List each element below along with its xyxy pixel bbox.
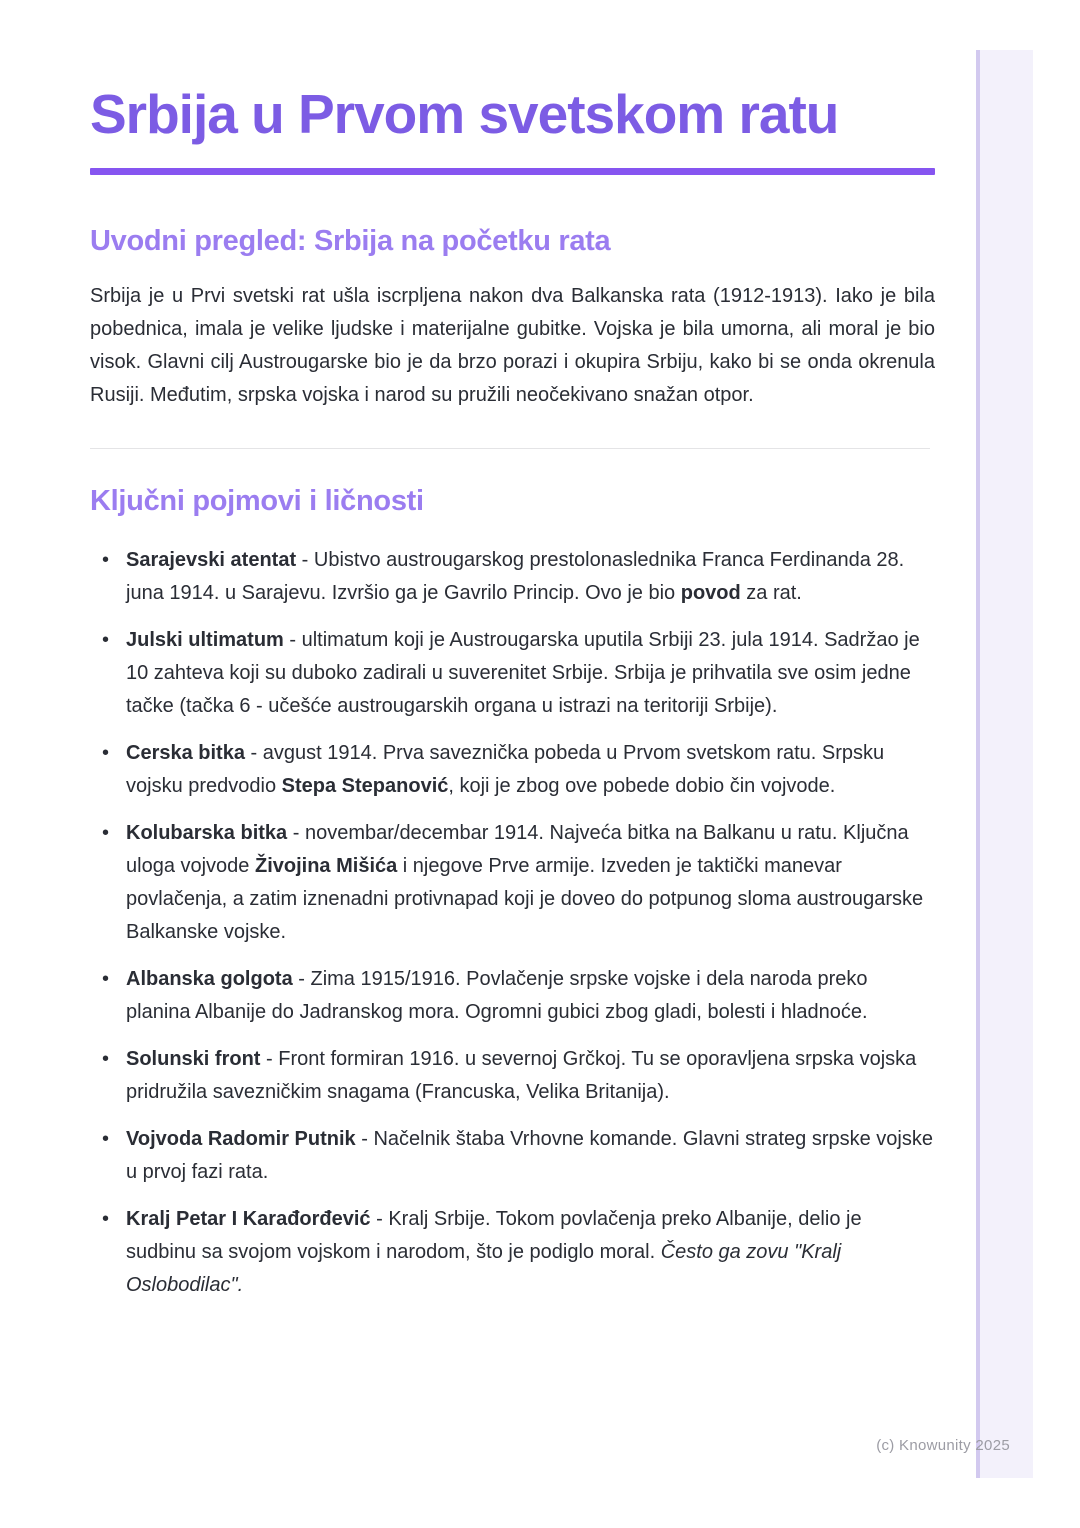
text-run: Albanska golgota — [126, 967, 293, 990]
text-run: povod — [680, 581, 741, 604]
text-run: , koji je zbog ove pobede dobio čin vojvode. — [448, 774, 836, 797]
list-item — [90, 1043, 935, 1109]
text-run: - avgust 1914. Prva saveznička pobeda u Prvom svetskom ratu. Srpsku vojsku predvodio — [126, 741, 885, 797]
text-run: za rat. — [740, 581, 802, 604]
section-heading-key-terms: Ključni pojmovi i ličnosti — [90, 484, 424, 517]
list-item — [90, 544, 935, 610]
copyright-watermark: (c) Knowunity 2025 — [876, 1437, 1010, 1454]
list-item — [90, 1123, 935, 1189]
text-run: - novembar/decembar 1914. Najveća bitka na Balkanu u ratu. Ključna uloga vojvode — [126, 821, 909, 877]
list-item — [90, 817, 935, 949]
text-run: Julski ultimatum — [126, 628, 284, 651]
section-heading-intro: Uvodni pregled: Srbija na početku rata — [90, 224, 611, 257]
text-run: i njegove Prve armije. Izveden je taktički manevar povlačenja, a zatim iznenadni protivnapad koji je doveo do potpunog sloma austrougarske Balkanske vojske. — [126, 854, 924, 943]
page-margin-strip — [976, 50, 1033, 1478]
text-run: Solunski front — [126, 1047, 261, 1070]
text-run: - Ubistvo austrougarskog prestolonaslednika Franca Ferdinanda 28. juna 1914. u Sarajevu. Izvršio ga je Gavrilo Princip. Ovo je bio — [126, 548, 905, 604]
title-underline — [90, 168, 935, 175]
text-run: Sarajevski atentat — [126, 548, 297, 571]
text-run: - ultimatum koji je Austrougarska uputila Srbiji 23. jula 1914. Sadržao je 10 zahteva koji su duboko zadirali u suverenitet Srbije. Srbija je prihvatila sve osim jedne tačke (tačka 6 - učešće austrougarskih organa u istrazi na teritoriji Srbije). — [126, 628, 920, 717]
key-terms-list — [90, 544, 935, 1302]
text-run: Kralj Petar I Karađorđević — [126, 1207, 371, 1230]
text-run: Cerska bitka — [126, 741, 245, 764]
page-title: Srbija u Prvom svetskom ratu — [90, 83, 839, 145]
text-run: - Zima 1915/1916. Povlačenje srpske vojske i dela naroda preko planina Albanije do Jadranskog mora. Ogromni gubici zbog gladi, bolesti i hladnoće. — [126, 967, 868, 1023]
text-run: - Načelnik štaba Vrhovne komande. Glavni strateg srpske vojske u prvoj fazi rata. — [126, 1127, 933, 1183]
text-run: - Kralj Srbije. Tokom povlačenja preko Albanije, delio je sudbinu sa svojom vojskom i narodom, što je podiglo moral. — [126, 1207, 862, 1263]
list-item — [90, 1203, 935, 1302]
list-item — [90, 963, 935, 1029]
list-item — [90, 624, 935, 723]
text-run: Vojvoda Radomir Putnik — [126, 1127, 356, 1150]
list-item — [90, 737, 935, 803]
section-divider — [90, 448, 930, 449]
text-run: - Front formiran 1916. u severnoj Grčkoj. Tu se oporavljena srpska vojska pridružila savezničkim snagama (Francuska, Velika Britanija). — [126, 1047, 917, 1103]
text-run: Kolubarska bitka — [126, 821, 288, 844]
text-run: Često ga zovu "Kralj Oslobodilac". — [126, 1240, 842, 1296]
text-run: Stepa Stepanović — [281, 774, 449, 797]
text-run: Živojina Mišića — [254, 854, 398, 877]
intro-paragraph: Srbija je u Prvi svetski rat ušla iscrpljena nakon dva Balkanska rata (1912-1913). Iako je bila pobednica, imala je velike ljudske i materijalne gubitke. Vojska je bila umorna, ali moral je bio visok. Glavni cilj Austrougarske bio je da brzo porazi i okupira Srbiju, kako bi se onda okrenula Rusiji. Međutim, srpska vojska i narod su pružili neočekivano snažan otpor. — [90, 284, 935, 406]
